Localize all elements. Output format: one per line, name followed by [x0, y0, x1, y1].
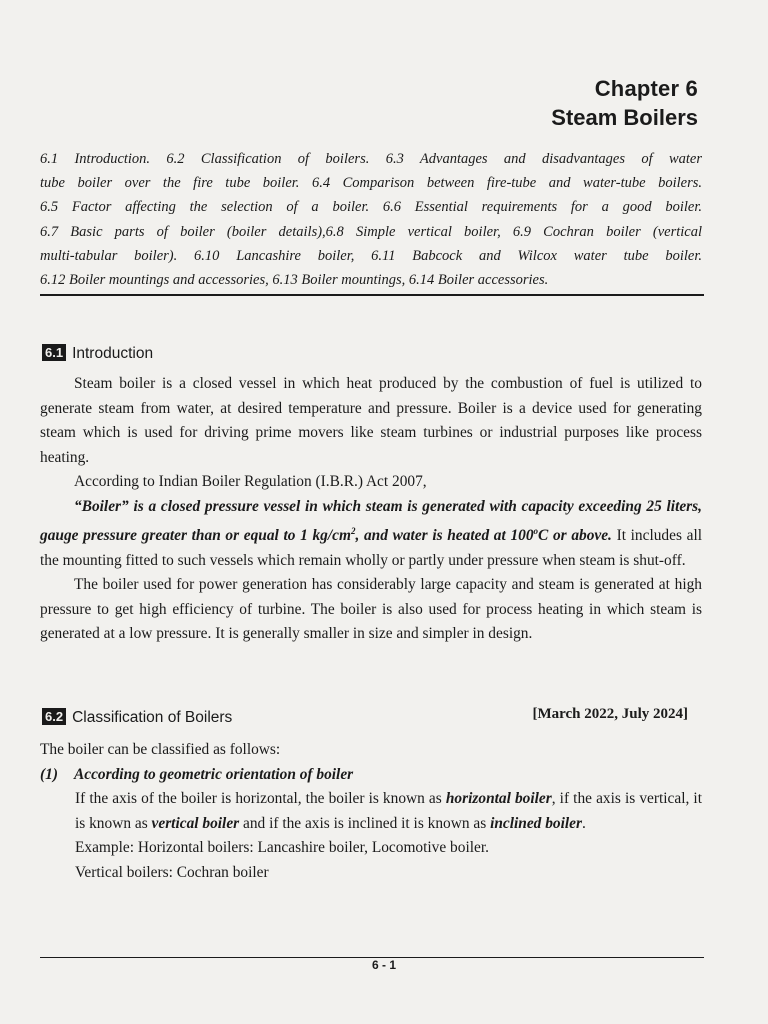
chapter-title: Steam Boilers	[551, 105, 698, 130]
text-run: and if the axis is inclined it is known as	[239, 814, 491, 832]
toc-line: multi-tabular boiler). 6.10 Lancashire boiler, 6.11 Babcock and Wilcox water tube boiler.	[40, 247, 702, 264]
text-run: If the axis of the boiler is horizontal, the boiler is known as	[75, 790, 446, 807]
paragraph: The boiler used for power generation has considerably large capacity and steam is generated at high pressure to get high efficiency of turbine. The boiler is also used for process heating in which steam is generated at a low pressure. It is generally smaller in size and simpler in design.	[40, 576, 702, 643]
definition-text: , and water is heated at 100	[355, 527, 534, 545]
example-line: Example: Horizontal boilers: Lancashire boiler, Locomotive boiler.	[75, 839, 489, 856]
section-heading-classification	[42, 708, 232, 727]
section-number-badge: 6.2	[42, 708, 66, 725]
toc-line: 6.1 Introduction. 6.2 Classification of boilers. 6.3 Advantages and disadvantages of water	[40, 151, 702, 167]
superscript: 2	[350, 526, 356, 536]
term: horizontal boiler	[445, 790, 552, 807]
example-line: Vertical boilers: Cochran boiler	[75, 863, 269, 881]
toc-line: 6.12 Boiler mountings and accessories, 6.13 Boiler mountings, 6.14 Boiler accessories.	[40, 272, 549, 289]
section-heading-introduction	[42, 344, 153, 363]
text-run: .	[582, 814, 586, 832]
section-number-badge: 6.1	[42, 344, 66, 361]
toc-line: tube boiler over the fire tube boiler. 6.4 Comparison between fire-tube and water-tube boilers.	[40, 175, 702, 192]
chapter-number: Chapter 6	[594, 76, 698, 101]
chapter-contents	[40, 147, 702, 292]
toc-line: 6.7 Basic parts of boiler (boiler details),6.8 Simple vertical boiler, 6.9 Cochran boiler (vertical	[40, 223, 702, 240]
list-item-heading	[40, 763, 702, 788]
paragraph: Steam boiler is a closed vessel in which heat produced by the combustion of fuel is utilized to generate steam from water, at desired temperature and pressure. Boiler is a device used for generating steam which is used for driving prime movers like steam turbines or industrial purposes like process heating.	[40, 375, 702, 466]
classification-body	[40, 738, 702, 885]
contents-divider	[40, 294, 704, 296]
page-number: 6 - 1	[371, 958, 396, 972]
exam-dates: [March 2022, July 2024]	[532, 706, 688, 722]
toc-line: 6.5 Factor affecting the selection of a boiler. 6.6 Essential requirements for a good boiler.	[40, 199, 702, 216]
definition-remainder: It includes all the mounting fitted to such vessels which remain wholly or partly under pressure when steam is shut-off.	[40, 527, 702, 569]
term: vertical boiler	[151, 814, 240, 832]
list-item-text	[40, 787, 702, 836]
section-title: Classification of Boilers	[72, 709, 233, 726]
paragraph: The boiler can be classified as follows:	[40, 741, 281, 758]
section-title: Introduction	[72, 345, 154, 362]
introduction-body	[40, 372, 702, 647]
text-run: , if the axis is vertical, it is known as	[75, 790, 702, 832]
definition-text: C or above.	[538, 527, 612, 545]
term: inclined boiler	[490, 814, 582, 832]
list-item-title: According to geometric orientation of boiler	[74, 765, 354, 783]
list-number: (1)	[40, 765, 58, 783]
superscript: o	[533, 526, 539, 536]
boiler-definition-paragraph	[40, 495, 702, 574]
paragraph: According to Indian Boiler Regulation (I.B.R.) Act 2007,	[74, 473, 427, 490]
definition-text: “Boiler” is a closed pressure vessel in which steam is generated with capacity exceeding 25 liters, gauge pressure greater than or equal to 1 kg/cm	[40, 497, 702, 545]
